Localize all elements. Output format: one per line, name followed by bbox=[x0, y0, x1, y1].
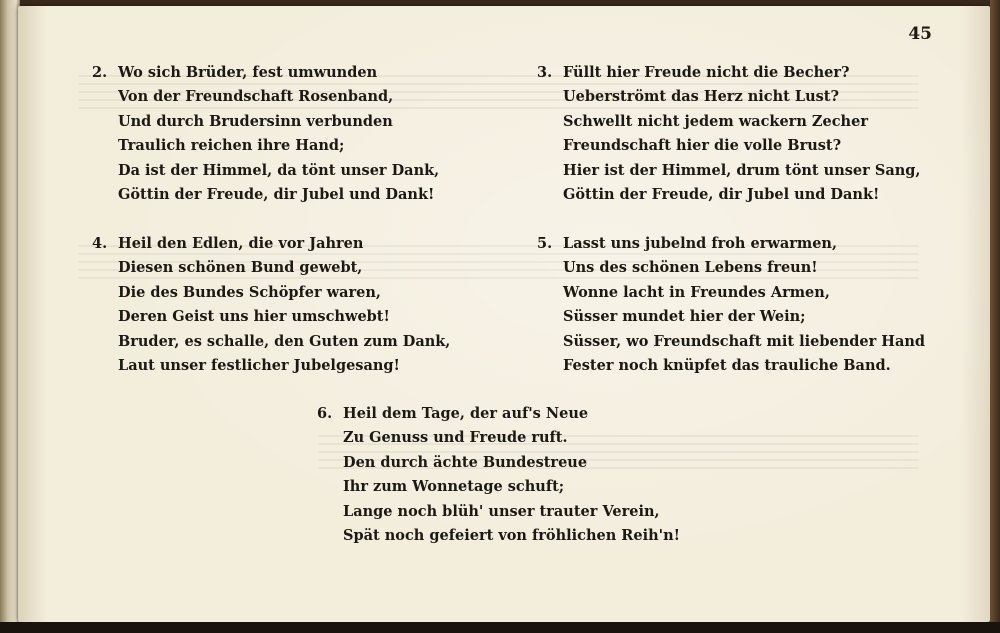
stanza-3 bbox=[537, 61, 921, 207]
verse-line: Und durch Brudersinn verbunden bbox=[118, 112, 393, 130]
verse-line: Süsser, wo Freundschaft mit liebender Hand bbox=[563, 332, 926, 350]
verse-line: Bruder, es schalle, den Guten zum Dank, bbox=[118, 332, 451, 350]
verse-line: Von der Freundschaft Rosenband, bbox=[118, 88, 394, 106]
verse-line: Laut unser festlicher Jubelgesang! bbox=[118, 357, 400, 375]
verse-line: Lasst uns jubelnd froh erwarmen, bbox=[563, 235, 838, 252]
page bbox=[18, 6, 990, 622]
verse-line: Diesen schönen Bund gewebt, bbox=[118, 259, 363, 277]
stanza-number: 3. bbox=[537, 64, 553, 81]
table-surface bbox=[0, 622, 1000, 633]
verse-line: Ihr zum Wonnetage schuft; bbox=[343, 478, 565, 496]
stanza-4 bbox=[92, 232, 451, 378]
verse-line: Ueberströmt das Herz nicht Lust? bbox=[563, 88, 839, 106]
stanza-number: 5. bbox=[537, 235, 553, 252]
verse-line: Uns des schönen Lebens freun! bbox=[563, 259, 818, 277]
verse-line: Göttin der Freude, dir Jubel und Dank! bbox=[118, 186, 435, 204]
verse-line: Spät noch gefeiert von fröhlichen Reih'n! bbox=[343, 527, 680, 545]
previous-page-edge bbox=[0, 0, 20, 633]
verse-line: Wo sich Brüder, fest umwunden bbox=[118, 64, 378, 81]
verse-line: Deren Geist uns hier umschwebt! bbox=[118, 308, 390, 326]
verse-line: Da ist der Himmel, da tönt unser Dank, bbox=[118, 161, 440, 179]
page-stack-edge bbox=[990, 0, 1000, 633]
verse-line: Zu Genuss und Freude ruft. bbox=[343, 429, 568, 447]
verse-line: Süsser mundet hier der Wein; bbox=[563, 308, 806, 326]
verse-line: Hier ist der Himmel, drum tönt unser Sang, bbox=[563, 161, 921, 179]
verse-line: Heil den Edlen, die vor Jahren bbox=[118, 235, 364, 252]
verse-line: Wonne lacht in Freundes Armen, bbox=[563, 283, 830, 301]
verse-line: Füllt hier Freude nicht die Becher? bbox=[563, 64, 850, 81]
verse-line: Die des Bundes Schöpfer waren, bbox=[118, 283, 381, 301]
stanza-6 bbox=[317, 402, 680, 548]
stanza-number: 2. bbox=[92, 64, 108, 81]
verse-line: Freundschaft hier die volle Brust? bbox=[563, 137, 842, 155]
verse-line: Göttin der Freude, dir Jubel und Dank! bbox=[563, 186, 880, 204]
stanza-2 bbox=[92, 61, 440, 207]
verse-line: Den durch ächte Bundestreue bbox=[343, 453, 588, 471]
page-number: 45 bbox=[908, 24, 932, 44]
verse-line: Lange noch blüh' unser trauter Verein, bbox=[343, 502, 660, 520]
stanza-number: 4. bbox=[92, 235, 108, 252]
verse-line: Fester noch knüpfet das trauliche Band. bbox=[563, 357, 891, 375]
verse-line: Traulich reichen ihre Hand; bbox=[118, 137, 345, 155]
verse-line: Schwellt nicht jedem wackern Zecher bbox=[563, 112, 868, 130]
stanza-number: 6. bbox=[317, 405, 333, 422]
stanza-5 bbox=[537, 232, 926, 378]
verse-line: Heil dem Tage, der auf's Neue bbox=[343, 405, 589, 422]
